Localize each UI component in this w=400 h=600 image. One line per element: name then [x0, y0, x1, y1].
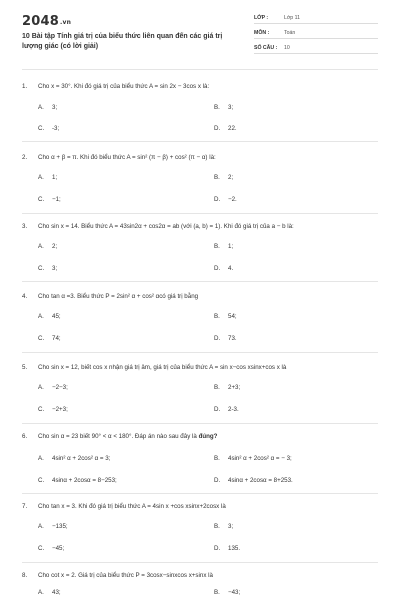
- option-a[interactable]: A. 45;: [38, 313, 61, 320]
- question-number: 5.: [22, 364, 28, 371]
- option-d[interactable]: D. 73.: [214, 335, 237, 342]
- option-a[interactable]: A. 1;: [38, 174, 58, 181]
- meta-grade: [254, 12, 378, 24]
- option-c[interactable]: C. −2+3;: [38, 406, 68, 413]
- option-b[interactable]: B. 2+3;: [214, 384, 241, 391]
- option-d[interactable]: D. 4.: [214, 265, 234, 272]
- meta-key: MÔN :: [254, 30, 270, 36]
- meta-value: Toán: [284, 30, 296, 36]
- option-c[interactable]: C. 4sinα + 2cosα = 8−253;: [38, 477, 117, 484]
- option-b[interactable]: B. 2;: [214, 174, 234, 181]
- question-stem: Cho x = 30°. Khi đó giá trị của biểu thức A = sin 2x − 3cos x là:: [38, 83, 210, 90]
- option-c[interactable]: C. 74;: [38, 335, 61, 342]
- question-number: 4.: [22, 293, 28, 300]
- option-a[interactable]: A. 2;: [38, 243, 58, 250]
- meta-key: LỚP :: [254, 15, 269, 21]
- divider: [22, 423, 378, 424]
- option-b[interactable]: B. 54;: [214, 313, 237, 320]
- question-number: 6.: [22, 433, 28, 440]
- option-a[interactable]: A. −135;: [38, 523, 68, 530]
- question-stem: Cho sin x = 14. Biểu thức A = 43sin2α + cos2α = ab (với (a, b) = 1). Khi đó giá trị của a − b là:: [38, 223, 294, 230]
- option-c[interactable]: C. 3;: [38, 265, 58, 272]
- option-b[interactable]: B. 3;: [214, 523, 234, 530]
- question-stem: Cho tan x = 3. Khi đó giá trị biểu thức A = 4sin x +cos xsinx+2cosx là: [38, 503, 226, 510]
- option-c[interactable]: C. −1;: [38, 196, 61, 203]
- option-a[interactable]: A. −2−3;: [38, 384, 68, 391]
- site-logo[interactable]: 2048.vn: [22, 14, 72, 29]
- option-d[interactable]: D. 4sinα + 2cosα = 8+253.: [214, 477, 293, 484]
- meta-question-count: [254, 42, 378, 54]
- option-a[interactable]: A. 43;: [38, 589, 61, 596]
- meta-value: Lớp 11: [284, 15, 300, 21]
- page-title: 10 Bài tập Tính giá trị của biểu thức liên quan đến các giá trị lượng giác (có lời giải): [22, 33, 223, 50]
- divider: [22, 493, 378, 494]
- option-a[interactable]: A. 4sin² α + 2cos² α = 3;: [38, 455, 111, 462]
- option-c[interactable]: C. -3;: [38, 125, 60, 132]
- question-stem: Cho sin x = 12, biết cos x nhận giá trị âm, giá trị của biểu thức A = sin x−cos xsinx+cos x là: [38, 364, 287, 371]
- divider: [22, 69, 378, 70]
- meta-value: 10: [284, 45, 290, 51]
- divider: [22, 213, 378, 214]
- divider: [22, 352, 378, 353]
- question-number: 8.: [22, 572, 28, 579]
- option-b[interactable]: B. 3;: [214, 104, 234, 111]
- meta-subject: [254, 27, 378, 39]
- divider: [22, 281, 378, 282]
- divider: [22, 141, 378, 142]
- option-b[interactable]: B. −43;: [214, 589, 241, 596]
- option-a[interactable]: A. 3;: [38, 104, 58, 111]
- divider: [22, 562, 378, 563]
- option-d[interactable]: D. 2-3.: [214, 406, 239, 413]
- question-number: 3.: [22, 223, 28, 230]
- question-stem: Cho tan α =3. Biểu thức P = 2sin² α + cos² αcó giá trị bằng: [38, 293, 199, 300]
- question-number: 2.: [22, 154, 28, 161]
- option-b[interactable]: B. 4sin² α + 2cos² α = − 3;: [214, 455, 292, 462]
- meta-key: SỐ CÂU :: [254, 45, 278, 51]
- option-d[interactable]: D. 22.: [214, 125, 237, 132]
- question-number: 1.: [22, 83, 28, 90]
- question-stem: Cho cot x = 2. Giá trị của biểu thức P = 3cosx−sinxcos x+sinx là: [38, 572, 213, 579]
- question-number: 7.: [22, 503, 28, 510]
- question-stem: Cho sin α = 23 biết 90° < α < 180°. Đáp án nào sau đây là đúng?: [38, 433, 218, 440]
- option-b[interactable]: B. 1;: [214, 243, 234, 250]
- option-c[interactable]: C. −45;: [38, 545, 65, 552]
- option-d[interactable]: D. 135.: [214, 545, 241, 552]
- option-d[interactable]: D. −2.: [214, 196, 237, 203]
- question-stem: Cho α + β = π. Khi đó biểu thức A = sin² (π − β) + cos² (π − α) là:: [38, 154, 216, 161]
